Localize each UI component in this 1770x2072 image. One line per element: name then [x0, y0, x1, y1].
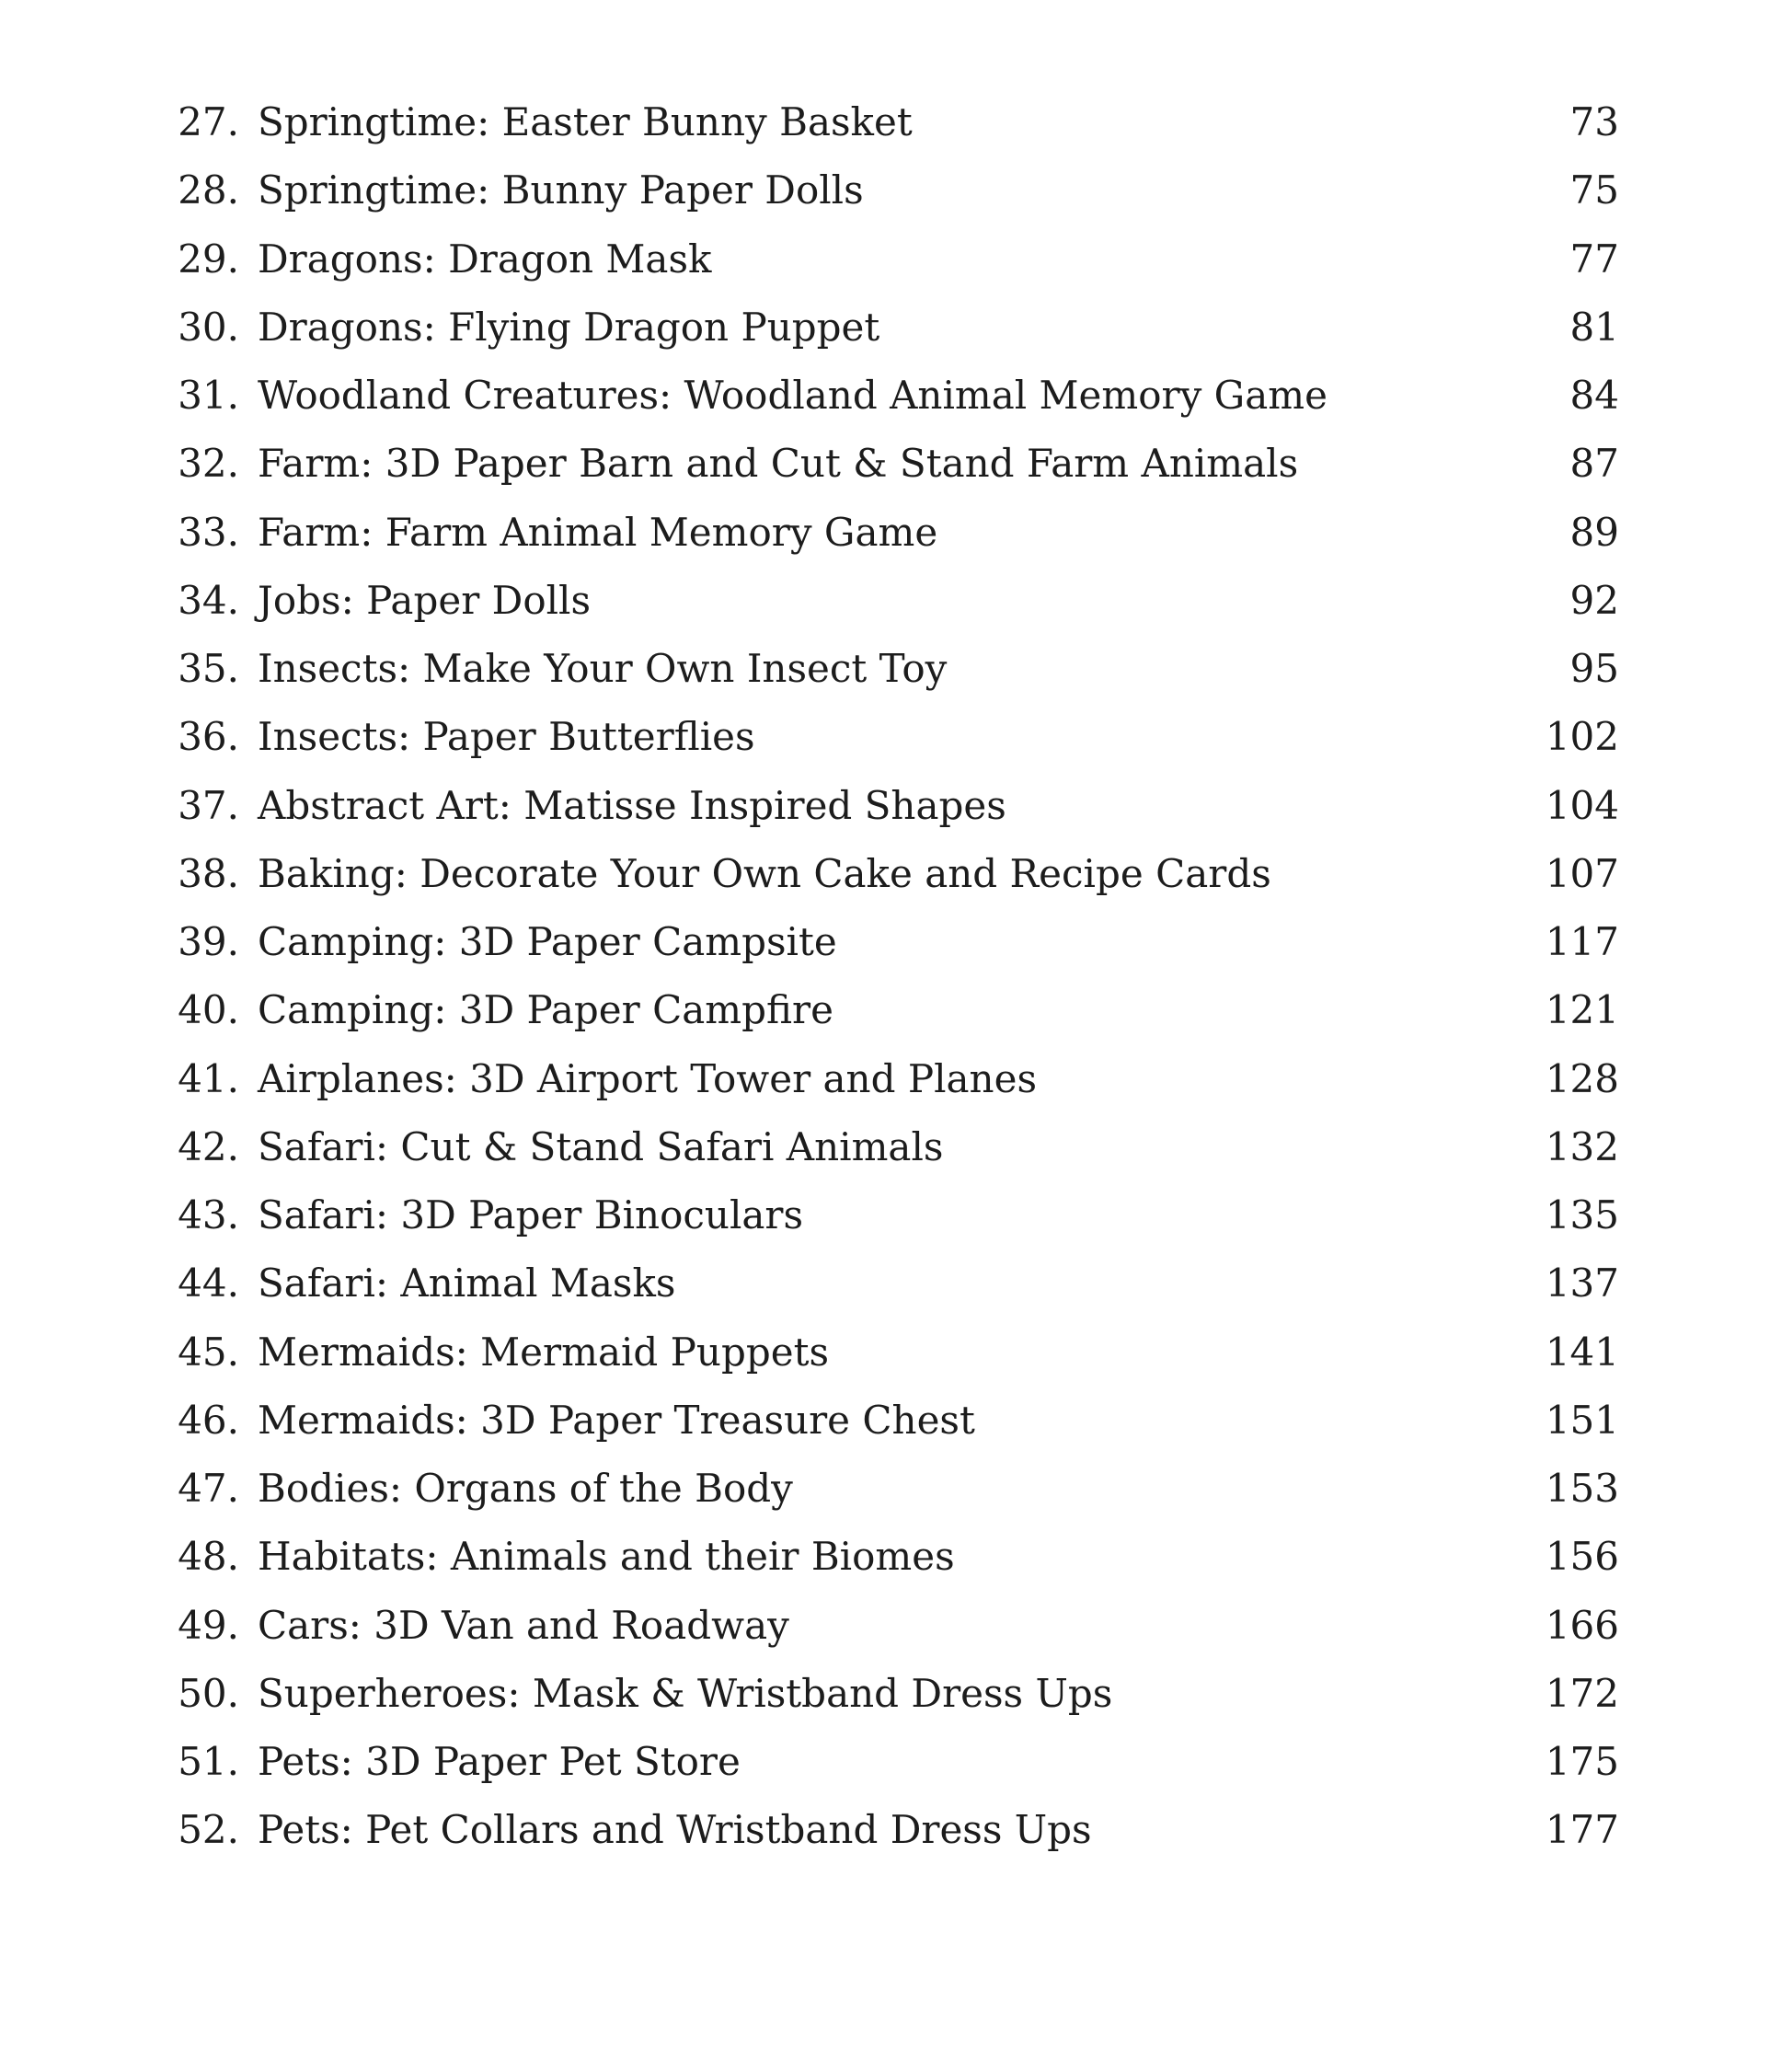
toc-entry[interactable]: [0, 1318, 1770, 1387]
toc-entry-number: 38.: [178, 850, 239, 896]
toc-entry-title: Mermaids: 3D Paper Treasure Chest: [258, 1397, 975, 1443]
toc-entry[interactable]: [0, 430, 1770, 498]
toc-entry[interactable]: [0, 1045, 1770, 1113]
toc-entry-page: 135: [1545, 1192, 1619, 1237]
toc-entry[interactable]: [0, 1181, 1770, 1249]
toc-entry-page: 84: [1569, 373, 1619, 418]
toc-entry-title: Cars: 3D Van and Roadway: [258, 1602, 789, 1648]
toc-entry-number: 52.: [178, 1807, 239, 1853]
toc-entry[interactable]: [0, 976, 1770, 1044]
toc-entry-title: Farm: 3D Paper Barn and Cut & Stand Farm Animals: [258, 441, 1299, 487]
toc-entry[interactable]: [0, 703, 1770, 771]
toc-entry-number: 37.: [178, 782, 239, 828]
toc-entry-page: 177: [1545, 1807, 1619, 1853]
toc-entry-page: 128: [1545, 1055, 1619, 1101]
toc-entry-title: Springtime: Bunny Paper Dolls: [258, 167, 864, 213]
toc-entry-number: 28.: [178, 167, 239, 213]
toc-entry-page: 117: [1545, 919, 1619, 964]
toc-entry[interactable]: [0, 1249, 1770, 1318]
toc-entry-number: 42.: [178, 1123, 239, 1169]
toc-entry-page: 104: [1545, 782, 1619, 828]
toc-entry-title: Airplanes: 3D Airport Tower and Planes: [258, 1055, 1038, 1101]
toc-entry-number: 31.: [178, 373, 239, 418]
toc-entry-page: 132: [1545, 1123, 1619, 1169]
toc-entry-page: 166: [1545, 1602, 1619, 1648]
toc-entry-page: 175: [1545, 1739, 1619, 1784]
toc-entry-title: Woodland Creatures: Woodland Animal Memory Game: [258, 373, 1328, 418]
toc-entry-title: Jobs: Paper Dolls: [258, 577, 592, 623]
toc-entry-title: Insects: Make Your Own Insect Toy: [258, 646, 948, 691]
toc-entry-title: Baking: Decorate Your Own Cake and Recipe Cards: [258, 850, 1271, 896]
toc-entry[interactable]: [0, 1387, 1770, 1455]
toc-entry-number: 27.: [178, 99, 239, 144]
toc-entry-title: Safari: Cut & Stand Safari Animals: [258, 1123, 944, 1169]
toc-entry-page: 137: [1545, 1260, 1619, 1307]
toc-entry-number: 49.: [178, 1602, 239, 1648]
toc-entry-page: 141: [1545, 1329, 1619, 1375]
toc-entry-title: Safari: Animal Masks: [258, 1260, 676, 1307]
toc-entry-title: Dragons: Flying Dragon Puppet: [258, 304, 880, 350]
toc-entry-number: 51.: [178, 1739, 239, 1784]
toc-entry-title: Habitats: Animals and their Biomes: [258, 1534, 955, 1580]
toc-entry[interactable]: [0, 225, 1770, 294]
toc-entry[interactable]: [0, 567, 1770, 635]
toc-entry[interactable]: [0, 1660, 1770, 1728]
toc-entry-number: 43.: [178, 1192, 239, 1237]
toc-entry[interactable]: [0, 1523, 1770, 1591]
toc-entry-page: 107: [1545, 850, 1619, 896]
toc-entry-page: 153: [1545, 1466, 1619, 1511]
toc-entry[interactable]: [0, 499, 1770, 567]
toc-entry[interactable]: [0, 772, 1770, 840]
toc-entry[interactable]: [0, 156, 1770, 224]
toc-entry-page: 87: [1569, 441, 1619, 487]
toc-entry-page: 81: [1569, 304, 1619, 350]
toc-entry[interactable]: [0, 840, 1770, 908]
toc-entry-number: 33.: [178, 509, 239, 555]
table-of-contents: [0, 88, 1770, 1865]
toc-entry-title: Insects: Paper Butterflies: [258, 714, 755, 760]
toc-entry-number: 39.: [178, 919, 239, 964]
toc-entry-title: Mermaids: Mermaid Puppets: [258, 1329, 830, 1375]
toc-entry[interactable]: [0, 1455, 1770, 1523]
toc-entry-number: 29.: [178, 236, 239, 282]
toc-entry-page: 77: [1569, 236, 1619, 282]
toc-entry-number: 50.: [178, 1670, 239, 1716]
toc-entry[interactable]: [0, 88, 1770, 156]
toc-entry[interactable]: [0, 1796, 1770, 1864]
toc-entry-number: 40.: [178, 987, 239, 1033]
toc-entry-number: 36.: [178, 714, 239, 760]
toc-entry-number: 34.: [178, 577, 239, 623]
toc-entry-page: 73: [1569, 99, 1619, 144]
toc-entry[interactable]: [0, 1113, 1770, 1181]
toc-entry-page: 121: [1545, 987, 1619, 1033]
toc-entry-page: 172: [1545, 1670, 1619, 1716]
toc-entry-number: 44.: [178, 1260, 239, 1307]
toc-entry[interactable]: [0, 1728, 1770, 1796]
toc-entry-title: Superheroes: Mask & Wristband Dress Ups: [258, 1670, 1113, 1716]
toc-entry-title: Dragons: Dragon Mask: [258, 236, 712, 282]
toc-entry-number: 32.: [178, 441, 239, 487]
toc-entry-number: 30.: [178, 304, 239, 350]
toc-entry[interactable]: [0, 362, 1770, 430]
toc-entry[interactable]: [0, 908, 1770, 976]
toc-entry-number: 35.: [178, 646, 239, 691]
toc-entry-number: 41.: [178, 1055, 239, 1101]
toc-entry-page: 92: [1569, 577, 1619, 623]
toc-entry-title: Springtime: Easter Bunny Basket: [258, 99, 913, 144]
toc-entry[interactable]: [0, 635, 1770, 703]
toc-entry-page: 95: [1569, 646, 1619, 691]
toc-entry-title: Safari: 3D Paper Binoculars: [258, 1192, 804, 1237]
toc-entry-number: 47.: [178, 1466, 239, 1511]
toc-entry-number: 46.: [178, 1397, 239, 1443]
toc-entry-title: Farm: Farm Animal Memory Game: [258, 509, 938, 555]
toc-entry-title: Bodies: Organs of the Body: [258, 1466, 793, 1511]
toc-entry[interactable]: [0, 294, 1770, 362]
toc-entry-number: 48.: [178, 1534, 239, 1580]
toc-entry-title: Abstract Art: Matisse Inspired Shapes: [258, 782, 1006, 828]
toc-entry-title: Camping: 3D Paper Campfire: [258, 987, 833, 1033]
toc-entry-title: Pets: Pet Collars and Wristband Dress Ups: [258, 1807, 1092, 1853]
toc-entry-page: 89: [1569, 509, 1619, 555]
toc-entry-number: 45.: [178, 1329, 239, 1375]
toc-entry-page: 102: [1545, 714, 1619, 760]
toc-entry-page: 151: [1545, 1397, 1619, 1443]
toc-entry[interactable]: [0, 1592, 1770, 1660]
toc-entry-page: 156: [1545, 1534, 1619, 1580]
toc-entry-page: 75: [1569, 167, 1619, 213]
toc-entry-title: Camping: 3D Paper Campsite: [258, 919, 837, 964]
toc-entry-title: Pets: 3D Paper Pet Store: [258, 1739, 741, 1784]
